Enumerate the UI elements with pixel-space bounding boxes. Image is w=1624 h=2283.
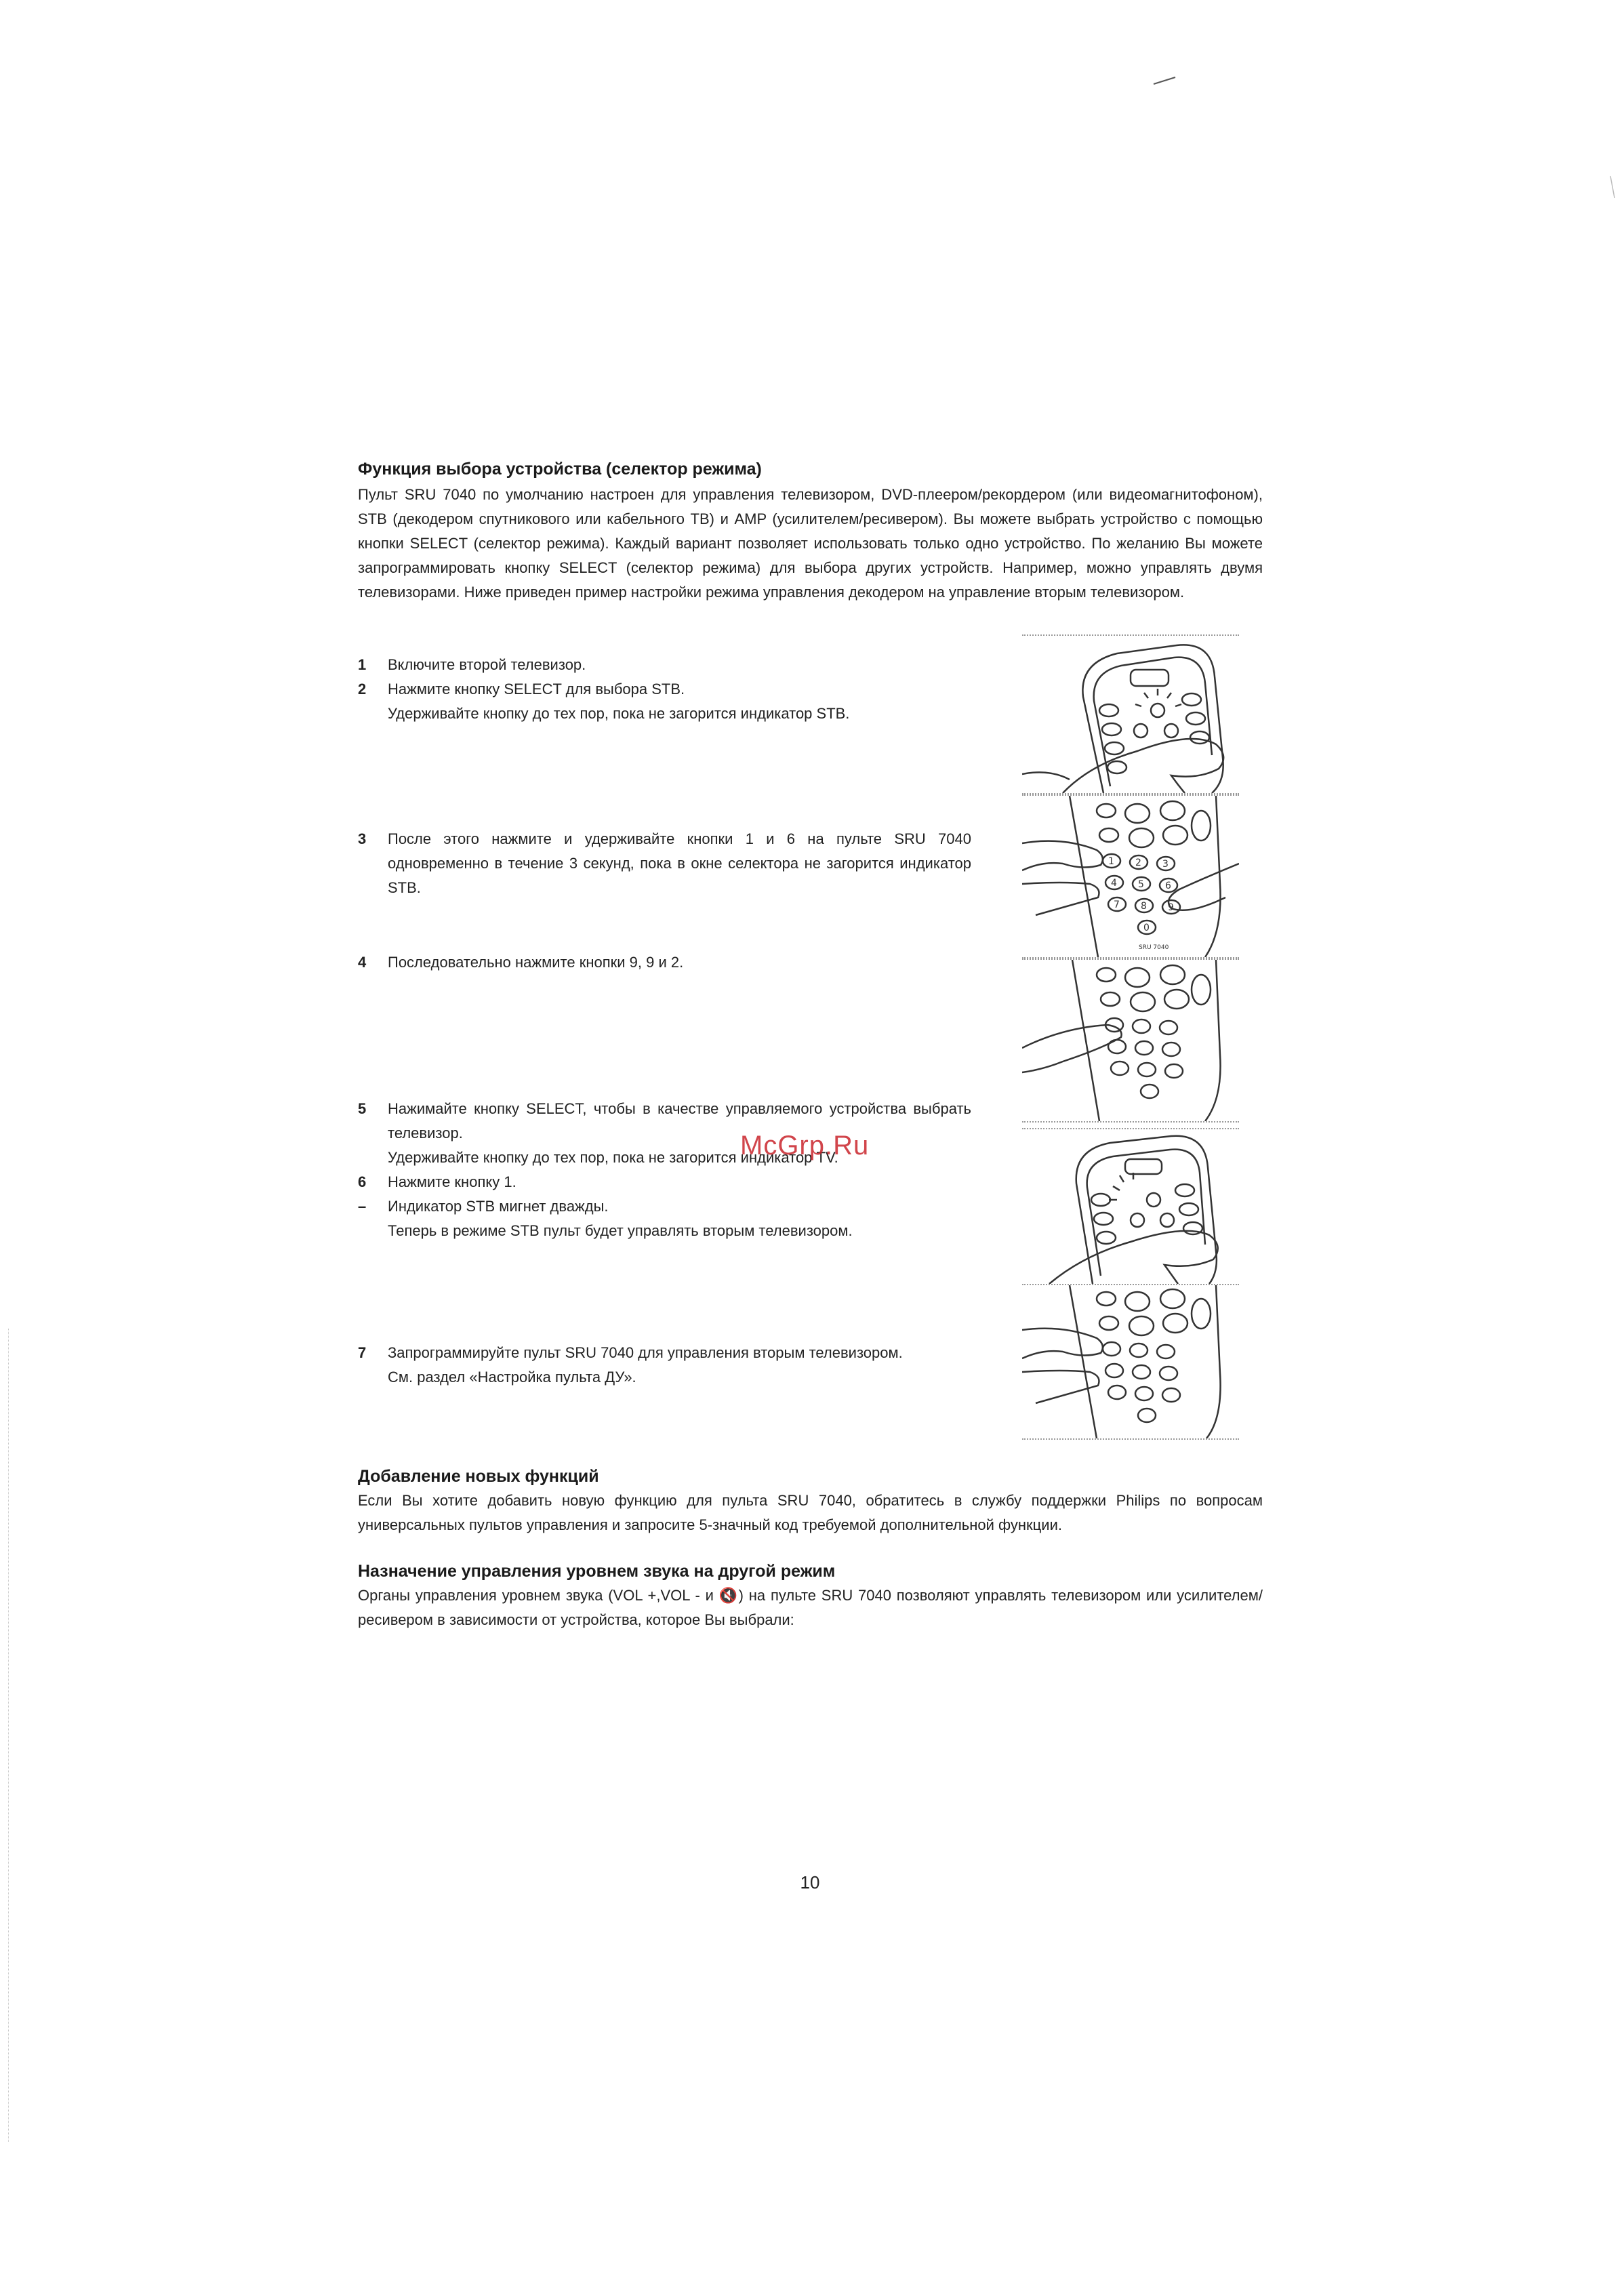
section-heading-volume-assignment: Назначение управления уровнем звука на другой режим [358, 1562, 836, 1581]
step-3 [358, 827, 971, 900]
step-number: 6 [358, 1173, 367, 1190]
step-text: Индикатор STB мигнет дважды. [388, 1198, 609, 1215]
keypad-label: 6 [1165, 881, 1171, 891]
keypad-label: 3 [1162, 859, 1169, 870]
step-text: После этого нажмите и удерживайте кнопки 1 и 6 на пульте SRU 7040 одновременно в течение 3 секунд, пока в окне селектора не загорится индикатор STB. [388, 830, 971, 896]
section-heading-new-functions: Добавление новых функций [358, 1467, 599, 1486]
section-heading-device-selector: Функция выбора устройства (селектор режима) [358, 460, 762, 479]
remote-hand-drawing [1022, 1285, 1239, 1438]
step-number: – [358, 1198, 367, 1215]
step-4 [358, 950, 971, 975]
step-1 [358, 653, 971, 677]
step-number: 7 [358, 1344, 367, 1361]
section-paragraph-new-functions: Если Вы хотите добавить новую функцию для пульта SRU 7040, обратитесь в службу поддержки Philips по вопросам универсальных пультов управления и запросите 5-значный код требуемой дополнительной функции. [358, 1492, 1263, 1533]
remote-hand-drawing [1022, 636, 1239, 793]
section-paragraph-device-selector: Пульт SRU 7040 по умолчанию настроен для управления телевизором, DVD-плеером/рекордером (или видеомагнитофоном), STB (декодером спутникового или кабельного ТВ) и AMP (усилителем/ресивером). Вы можете выбрать устройство с помощью кнопки SELECT (селектор режима). Каждый вариант позволяет использовать только одно устройство. По желанию Вы можете запрограммировать кнопку SELECT (селектор режима) для выбора других устройств. Например, можно управлять двумя телевизорами. Ниже приведен пример настройки режима управления декодером на управление вторым телевизором. [358, 486, 1263, 601]
step-7 [358, 1341, 971, 1390]
scan-artifact-left-edge [8, 1329, 9, 2142]
step-text: Включите второй телевизор. [388, 656, 586, 673]
step-2 [358, 677, 971, 726]
illustration-press-1 [1022, 1284, 1239, 1440]
step-text: Нажмите кнопку 1. [388, 1173, 516, 1190]
step-text: Удерживайте кнопку до тех пор, пока не загорится индикатор STB. [388, 705, 850, 722]
step-6-result [358, 1194, 971, 1243]
scan-artifact-right [1608, 174, 1619, 201]
remote-hand-drawing [1022, 796, 1239, 957]
step-text: Последовательно нажмите кнопки 9, 9 и 2. [388, 954, 684, 971]
remote-model-label: SRU 7040 [1139, 944, 1169, 951]
step-text: Теперь в режиме STB пульт будет управлять вторым телевизором. [388, 1222, 853, 1239]
illustration-press-1-and-6 [1022, 794, 1239, 958]
step-number: 4 [358, 954, 367, 971]
scan-artifact-top [1152, 75, 1177, 88]
keypad-label: 2 [1135, 857, 1141, 868]
section-paragraph-volume-assignment: Органы управления уровнем звука (VOL +,VOL - и 🔇) на пульте SRU 7040 позволяют управлять телевизором или усилителем/ресивером в зависимости от устройства, которое Вы выбрали: [358, 1587, 1263, 1628]
step-text: Нажмите кнопку SELECT для выбора STB. [388, 681, 685, 698]
keypad-label: 7 [1114, 900, 1120, 910]
illustration-press-9-9-2 [1022, 958, 1239, 1123]
remote-hand-drawing [1022, 1129, 1239, 1284]
step-text: Запрограммируйте пульт SRU 7040 для управления вторым телевизором. [388, 1344, 903, 1361]
watermark: McGrp.Ru [740, 1131, 870, 1160]
page-number: 10 [800, 1872, 820, 1893]
illustration-select-tv [1022, 1128, 1239, 1285]
keypad-label: 0 [1143, 923, 1150, 933]
keypad-label: 5 [1138, 879, 1144, 890]
illustration-select-stb [1022, 634, 1239, 794]
keypad-label: 4 [1111, 878, 1117, 889]
step-number: 3 [358, 830, 367, 847]
remote-hand-drawing [1022, 960, 1239, 1121]
step-number: 5 [358, 1100, 367, 1117]
step-number: 2 [358, 681, 367, 698]
step-6 [358, 1170, 971, 1194]
step-text: См. раздел «Настройка пульта ДУ». [388, 1369, 636, 1386]
keypad-label: 9 [1168, 902, 1174, 913]
keypad-label: 1 [1108, 856, 1114, 867]
step-text: Нажимайте кнопку SELECT, чтобы в качестве управляемого устройства выбрать телевизор. [388, 1100, 971, 1142]
keypad-label: 8 [1141, 901, 1147, 912]
step-text: Удерживайте кнопку до тех пор, пока не загорится индикатор TV. [388, 1149, 838, 1166]
step-number: 1 [358, 656, 367, 673]
step-5 [358, 1097, 971, 1170]
